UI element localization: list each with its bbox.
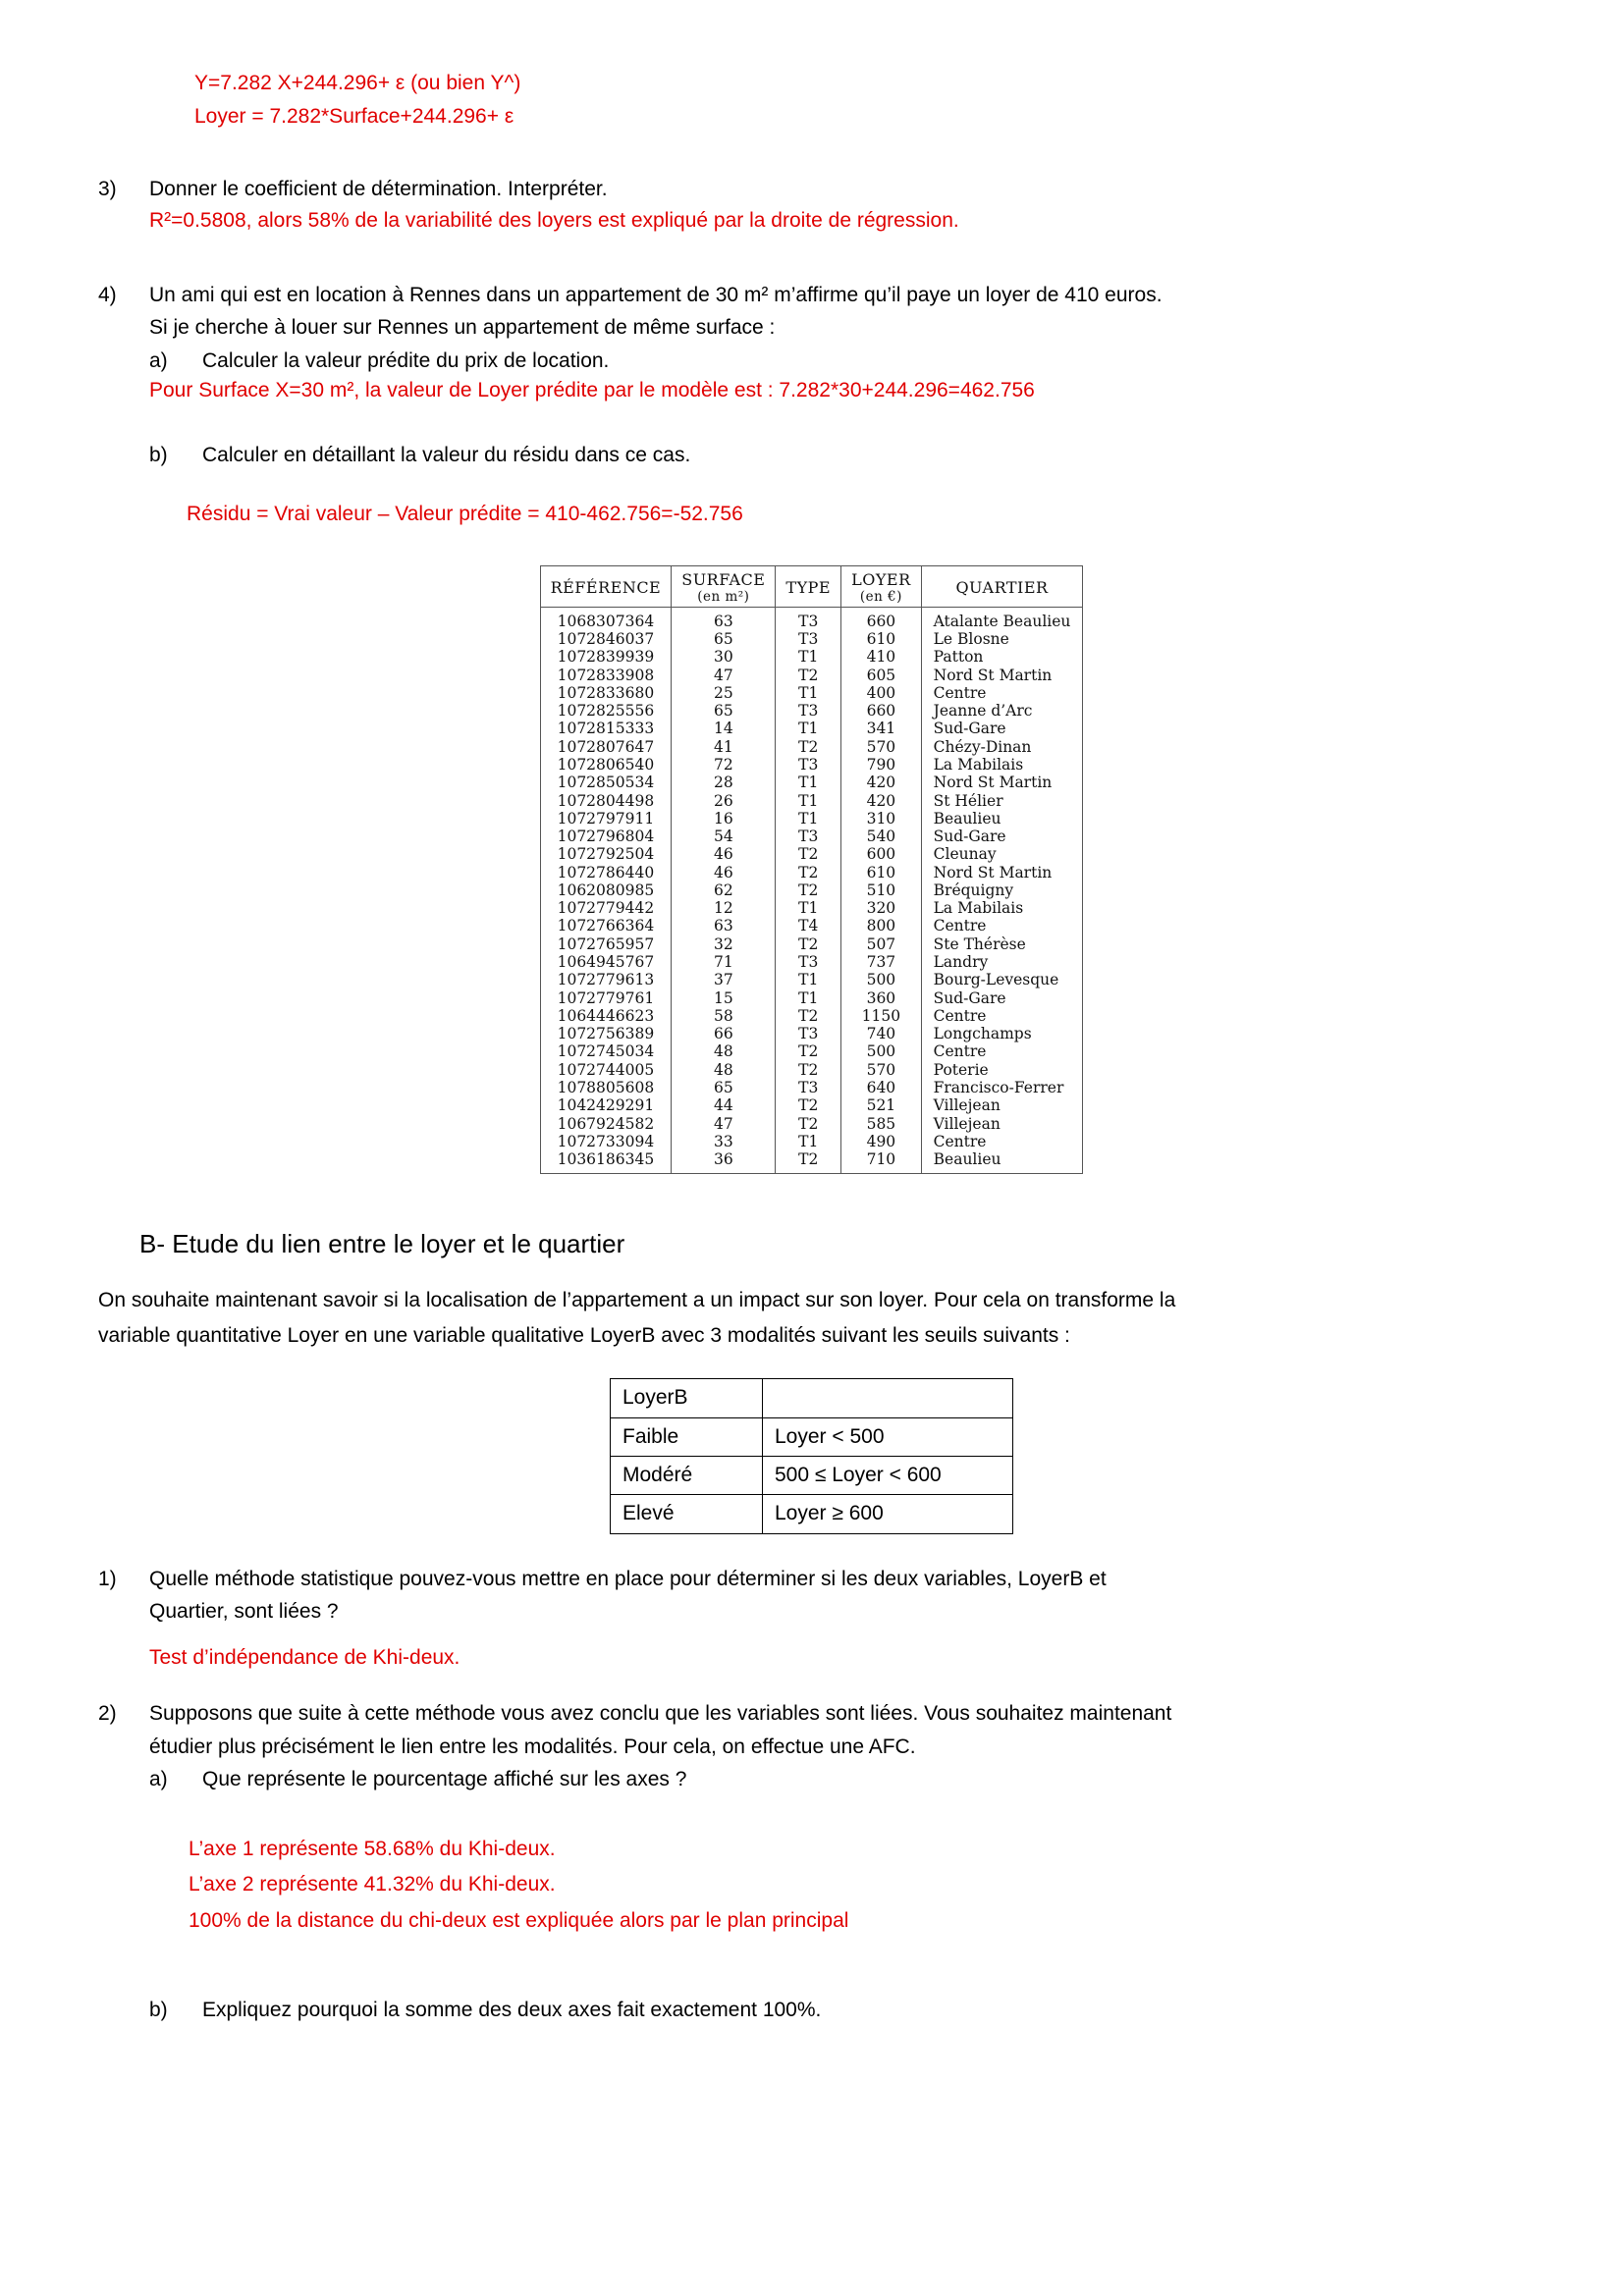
question-4-body <box>149 280 1525 532</box>
cell-loyer: 660 <box>841 702 922 720</box>
table-row <box>540 1115 1083 1133</box>
cell-type: T2 <box>776 667 841 684</box>
section-b-paragraph-line-2: variable quantitative Loyer en une variable qualitative LoyerB avec 3 modalités suivant les seuils suivants : <box>98 1323 1070 1347</box>
table-row <box>540 989 1083 1007</box>
table-row <box>540 864 1083 881</box>
cell-surface: 63 <box>672 917 776 934</box>
cell-quartier: Centre <box>933 1132 987 1150</box>
question-b2-number: 2) <box>98 1702 117 1726</box>
spacer <box>149 470 1525 500</box>
cell-loyer: 490 <box>841 1133 922 1150</box>
cell-surface: 48 <box>672 1061 776 1079</box>
cell-surface: 41 <box>672 738 776 756</box>
cell-reference: 1072833908 <box>540 667 672 684</box>
cell-surface: 72 <box>672 756 776 774</box>
cell-loyer: 740 <box>841 1025 922 1042</box>
cell-loyer: 610 <box>841 864 922 881</box>
cell-quartier: Nord St Martin <box>933 774 1053 792</box>
cell-type: T4 <box>776 917 841 934</box>
question-b2a-answer-line-1: L’axe 1 représente 58.68% du Khi-deux. <box>189 1837 556 1860</box>
cell-loyer: 600 <box>841 845 922 863</box>
cell-type: T1 <box>776 971 841 988</box>
cell-loyer: 570 <box>841 1061 922 1079</box>
cell-loyer: 420 <box>841 774 922 791</box>
cell-reference: 1072797911 <box>540 810 672 828</box>
cell-surface: 32 <box>672 935 776 953</box>
cell-quartier: Landry <box>933 953 989 972</box>
cell-surface: 28 <box>672 774 776 791</box>
rent-data-table <box>540 565 1084 1175</box>
cell-surface: 46 <box>672 864 776 881</box>
cell-quartier: Ste Thérèse <box>933 934 1026 953</box>
column-header-type: TYPE <box>776 565 841 607</box>
column-header-surface: SURFACE (en m²) <box>672 565 776 607</box>
cell-reference: 1072839939 <box>540 648 672 666</box>
modality-row <box>611 1457 1013 1495</box>
cell-loyer: 320 <box>841 899 922 917</box>
column-header-loyer-unit: (en €) <box>859 588 902 605</box>
cell-surface: 26 <box>672 792 776 810</box>
table-row <box>540 792 1083 810</box>
cell-loyer: 790 <box>841 756 922 774</box>
table-header-row <box>540 565 1083 607</box>
cell-surface: 46 <box>672 845 776 863</box>
cell-type: T3 <box>776 607 841 630</box>
cell-reference: 1072786440 <box>540 864 672 881</box>
cell-type: T1 <box>776 1133 841 1150</box>
cell-loyer: 737 <box>841 953 922 971</box>
cell-surface: 12 <box>672 899 776 917</box>
cell-quartier: Sud-Gare <box>933 988 1006 1007</box>
table-row <box>540 881 1083 899</box>
question-b2a-text: Que représente le pourcentage affiché sur les axes ? <box>202 1768 687 1791</box>
modality-row <box>611 1379 1013 1417</box>
cell-type: T3 <box>776 1079 841 1096</box>
cell-type: T1 <box>776 684 841 702</box>
cell-reference: 1042429291 <box>540 1096 672 1114</box>
cell-type: T3 <box>776 828 841 845</box>
cell-type: T1 <box>776 792 841 810</box>
question-b1-line-2: Quartier, sont liées ? <box>149 1600 339 1624</box>
cell-surface: 65 <box>672 1079 776 1096</box>
cell-loyer: 341 <box>841 720 922 737</box>
cell-reference: 1072796804 <box>540 828 672 845</box>
cell-quartier: Nord St Martin <box>933 863 1053 881</box>
cell-quartier: Le Blosne <box>933 629 1009 648</box>
cell-loyer: 310 <box>841 810 922 828</box>
cell-loyer: 1150 <box>841 1007 922 1025</box>
table-row <box>540 953 1083 971</box>
cell-quartier: La Mabilais <box>933 899 1024 918</box>
question-b2a-answer-line-2: L’axe 2 représente 41.32% du Khi-deux. <box>189 1873 556 1896</box>
question-b1-answer: Test d’indépendance de Khi-deux. <box>149 1645 460 1669</box>
question-b2b-text: Expliquez pourquoi la somme des deux axes fait exactement 100%. <box>202 1999 822 2022</box>
cell-type: T2 <box>776 1096 841 1114</box>
cell-surface: 25 <box>672 684 776 702</box>
regression-formula-line-2: Loyer = 7.282*Surface+244.296+ ε <box>194 105 514 129</box>
cell-type: T2 <box>776 1042 841 1060</box>
cell-quartier: Bourg-Levesque <box>933 971 1059 989</box>
table-row <box>540 1025 1083 1042</box>
rent-data-table-wrap <box>98 565 1525 1175</box>
cell-reference: 1072765957 <box>540 935 672 953</box>
column-header-reference: RÉFÉRENCE <box>540 565 672 607</box>
question-4a <box>149 346 1525 377</box>
cell-loyer: 570 <box>841 738 922 756</box>
spacer <box>149 1942 1525 1993</box>
cell-type: T2 <box>776 881 841 899</box>
cell-reference: 1064446623 <box>540 1007 672 1025</box>
question-3-body <box>149 174 1525 239</box>
modality-rule: Loyer < 500 <box>763 1417 1013 1456</box>
cell-reference: 1072806540 <box>540 756 672 774</box>
cell-surface: 62 <box>672 881 776 899</box>
cell-reference: 1072825556 <box>540 702 672 720</box>
cell-loyer: 660 <box>841 607 922 630</box>
question-4-line-2: Si je cherche à louer sur Rennes un appartement de même surface : <box>149 316 776 340</box>
cell-loyer: 605 <box>841 667 922 684</box>
cell-quartier: Longchamps <box>933 1025 1032 1043</box>
question-b2a-answer-block <box>189 1835 1525 1936</box>
column-header-surface-unit: (en m²) <box>697 588 750 605</box>
cell-surface: 71 <box>672 953 776 971</box>
cell-loyer: 510 <box>841 881 922 899</box>
table-row <box>540 667 1083 684</box>
cell-reference: 1072815333 <box>540 720 672 737</box>
question-3-text: Donner le coefficient de détermination. Interpréter. <box>149 177 608 200</box>
cell-type: T2 <box>776 845 841 863</box>
rent-data-table-head <box>540 565 1083 607</box>
table-row <box>540 810 1083 828</box>
question-b2 <box>98 1698 1525 2025</box>
column-header-quartier: QUARTIER <box>921 565 1083 607</box>
cell-surface: 36 <box>672 1150 776 1174</box>
cell-type: T3 <box>776 756 841 774</box>
cell-reference: 1068307364 <box>540 607 672 630</box>
cell-reference: 1072756389 <box>540 1025 672 1042</box>
table-row <box>540 935 1083 953</box>
cell-surface: 44 <box>672 1096 776 1114</box>
rent-data-table-body <box>540 607 1083 1174</box>
cell-reference: 1072745034 <box>540 1042 672 1060</box>
modality-rule: Loyer ≥ 600 <box>763 1495 1013 1533</box>
cell-quartier: Sud-Gare <box>933 828 1006 846</box>
question-4a-number: a) <box>149 348 168 372</box>
cell-loyer: 500 <box>841 971 922 988</box>
question-b1-number: 1) <box>98 1567 117 1590</box>
cell-quartier: Centre <box>933 1042 987 1061</box>
cell-loyer: 800 <box>841 917 922 934</box>
cell-loyer: 420 <box>841 792 922 810</box>
cell-type: T2 <box>776 1150 841 1174</box>
cell-type: T3 <box>776 1025 841 1042</box>
modality-rule: 500 ≤ Loyer < 600 <box>763 1457 1013 1495</box>
cell-type: T2 <box>776 1061 841 1079</box>
cell-type: T1 <box>776 720 841 737</box>
column-header-loyer: LOYER (en €) <box>841 565 922 607</box>
cell-surface: 48 <box>672 1042 776 1060</box>
cell-quartier: Atalante Beaulieu <box>933 612 1071 630</box>
cell-reference: 1064945767 <box>540 953 672 971</box>
cell-reference: 1062080985 <box>540 881 672 899</box>
modality-label: LoyerB <box>611 1379 763 1417</box>
section-b-title: B- Etude du lien entre le loyer et le quartier <box>139 1229 625 1259</box>
cell-loyer: 585 <box>841 1115 922 1133</box>
table-row <box>540 1096 1083 1114</box>
cell-type: T2 <box>776 1115 841 1133</box>
question-4b-number: b) <box>149 443 168 466</box>
question-b2b <box>149 1995 1525 2026</box>
cell-loyer: 640 <box>841 1079 922 1096</box>
cell-type: T1 <box>776 899 841 917</box>
cell-surface: 37 <box>672 971 776 988</box>
cell-quartier: Villejean <box>933 1096 1001 1115</box>
cell-loyer: 540 <box>841 828 922 845</box>
table-row <box>540 607 1083 630</box>
cell-quartier: Francisco-Ferrer <box>933 1079 1064 1096</box>
spacer <box>149 1629 1525 1643</box>
cell-loyer: 360 <box>841 989 922 1007</box>
cell-type: T1 <box>776 774 841 791</box>
cell-quartier: Centre <box>933 1006 987 1025</box>
cell-type: T3 <box>776 953 841 971</box>
table-row <box>540 1150 1083 1174</box>
cell-reference: 1067924582 <box>540 1115 672 1133</box>
question-b2a-number: a) <box>149 1768 168 1791</box>
cell-reference: 1072846037 <box>540 630 672 648</box>
question-4-line-1: Un ami qui est en location à Rennes dans un appartement de 30 m² m’affirme qu’il paye un loyer de 410 euros. <box>149 283 1163 306</box>
regression-formula-line-1: Y=7.282 X+244.296+ ε (ou bien Y^) <box>194 72 521 94</box>
cell-type: T2 <box>776 935 841 953</box>
cell-reference: 1072779442 <box>540 899 672 917</box>
loyerb-modality-table-wrap <box>98 1378 1525 1533</box>
cell-quartier: Sud-Gare <box>933 720 1006 738</box>
cell-type: T2 <box>776 864 841 881</box>
cell-reference: 1072833680 <box>540 684 672 702</box>
modality-label: Faible <box>611 1417 763 1456</box>
question-4b-answer: Résidu = Vrai valeur – Valeur prédite = 410-462.756=-52.756 <box>187 503 743 526</box>
question-b1 <box>98 1564 1525 1675</box>
section-b-paragraph-line-1: On souhaite maintenant savoir si la localisation de l’appartement a un impact sur son loyer. Pour cela on transforme la <box>98 1289 1176 1312</box>
table-row <box>540 1079 1083 1096</box>
cell-quartier: Poterie <box>933 1060 989 1079</box>
cell-type: T1 <box>776 648 841 666</box>
cell-quartier: Patton <box>933 648 984 667</box>
cell-reference: 1072792504 <box>540 845 672 863</box>
cell-loyer: 710 <box>841 1150 922 1174</box>
table-row <box>540 1133 1083 1150</box>
cell-quartier: Villejean <box>933 1114 1001 1133</box>
modality-row <box>611 1417 1013 1456</box>
table-row <box>540 1061 1083 1079</box>
loyerb-modality-table <box>610 1378 1013 1533</box>
cell-reference: 1072779613 <box>540 971 672 988</box>
cell-quartier: Centre <box>933 917 987 935</box>
question-3-number: 3) <box>98 177 117 200</box>
cell-reference: 1072744005 <box>540 1061 672 1079</box>
cell-surface: 66 <box>672 1025 776 1042</box>
table-row <box>540 1042 1083 1060</box>
spacer <box>98 239 1525 252</box>
spacer <box>149 408 1525 438</box>
cell-type: T3 <box>776 702 841 720</box>
table-row <box>540 702 1083 720</box>
modality-row <box>611 1495 1013 1533</box>
modality-label: Elevé <box>611 1495 763 1533</box>
regression-formula-block <box>194 69 1525 133</box>
table-row <box>540 845 1083 863</box>
question-b1-body <box>149 1564 1525 1675</box>
cell-surface: 63 <box>672 607 776 630</box>
table-row <box>540 630 1083 648</box>
cell-reference: 1072766364 <box>540 917 672 934</box>
cell-type: T1 <box>776 989 841 1007</box>
table-row <box>540 917 1083 934</box>
cell-quartier: Beaulieu <box>933 1150 1001 1169</box>
cell-surface: 30 <box>672 648 776 666</box>
cell-surface: 65 <box>672 702 776 720</box>
question-b2-line-1: Supposons que suite à cette méthode vous avez conclu que les variables sont liées. Vous souhaitez maintenant <box>149 1702 1172 1726</box>
question-b2-line-2: étudier plus précisément le lien entre les modalités. Pour cela, on effectue une AFC. <box>149 1735 916 1758</box>
question-b2a-answer-line-3: 100% de la distance du chi-deux est expliquée alors par le plan principal <box>189 1908 849 1932</box>
question-4b <box>149 440 1525 471</box>
cell-surface: 54 <box>672 828 776 845</box>
question-4 <box>98 280 1525 532</box>
cell-loyer: 410 <box>841 648 922 666</box>
question-b2-body <box>149 1698 1525 2025</box>
table-row <box>540 828 1083 845</box>
cell-surface: 58 <box>672 1007 776 1025</box>
table-row <box>540 738 1083 756</box>
cell-loyer: 400 <box>841 684 922 702</box>
cell-quartier: Centre <box>933 683 987 702</box>
cell-surface: 47 <box>672 1115 776 1133</box>
modality-label: Modéré <box>611 1457 763 1495</box>
cell-reference: 1072850534 <box>540 774 672 791</box>
cell-surface: 16 <box>672 810 776 828</box>
cell-quartier: Nord St Martin <box>933 666 1053 684</box>
cell-quartier: St Hélier <box>933 791 1003 810</box>
modality-rule <box>763 1379 1013 1417</box>
cell-surface: 15 <box>672 989 776 1007</box>
cell-surface: 33 <box>672 1133 776 1150</box>
table-row <box>540 720 1083 737</box>
question-b2b-number: b) <box>149 1999 168 2022</box>
cell-quartier: Jeanne d’Arc <box>933 702 1033 721</box>
table-row <box>540 1007 1083 1025</box>
cell-loyer: 500 <box>841 1042 922 1060</box>
cell-quartier: La Mabilais <box>933 755 1024 774</box>
cell-quartier: Beaulieu <box>933 809 1001 828</box>
cell-loyer: 521 <box>841 1096 922 1114</box>
loyerb-modality-table-body <box>611 1379 1013 1533</box>
question-4-number: 4) <box>98 283 117 306</box>
cell-type: T1 <box>776 810 841 828</box>
cell-reference: 1036186345 <box>540 1150 672 1174</box>
cell-type: T2 <box>776 738 841 756</box>
question-b1-line-1: Quelle méthode statistique pouvez-vous mettre en place pour déterminer si les deux variables, LoyerB et <box>149 1567 1107 1590</box>
question-4b-text: Calculer en détaillant la valeur du résidu dans ce cas. <box>202 443 691 466</box>
cell-surface: 65 <box>672 630 776 648</box>
table-row <box>540 756 1083 774</box>
table-row <box>540 774 1083 791</box>
cell-surface: 14 <box>672 720 776 737</box>
cell-loyer: 507 <box>841 935 922 953</box>
question-4a-answer: Pour Surface X=30 m², la valeur de Loyer prédite par le modèle est : 7.282*30+244.296=462.756 <box>149 379 1035 402</box>
cell-quartier: Bréquigny <box>933 881 1014 899</box>
cell-reference: 1072779761 <box>540 989 672 1007</box>
question-b2a <box>149 1764 1525 1795</box>
cell-reference: 1078805608 <box>540 1079 672 1096</box>
question-3 <box>98 174 1525 239</box>
cell-surface: 47 <box>672 667 776 684</box>
cell-reference: 1072733094 <box>540 1133 672 1150</box>
table-row <box>540 684 1083 702</box>
cell-type: T3 <box>776 630 841 648</box>
table-row <box>540 971 1083 988</box>
cell-reference: 1072804498 <box>540 792 672 810</box>
table-row <box>540 899 1083 917</box>
table-row <box>540 648 1083 666</box>
question-3-answer: R²=0.5808, alors 58% de la variabilité des loyers est expliqué par la droite de régression. <box>149 209 959 233</box>
cell-quartier: Chézy-Dinan <box>933 737 1032 756</box>
cell-quartier: Cleunay <box>933 845 997 864</box>
cell-type: T2 <box>776 1007 841 1025</box>
cell-reference: 1072807647 <box>540 738 672 756</box>
cell-loyer: 610 <box>841 630 922 648</box>
question-4a-text: Calculer la valeur prédite du prix de location. <box>202 348 610 372</box>
